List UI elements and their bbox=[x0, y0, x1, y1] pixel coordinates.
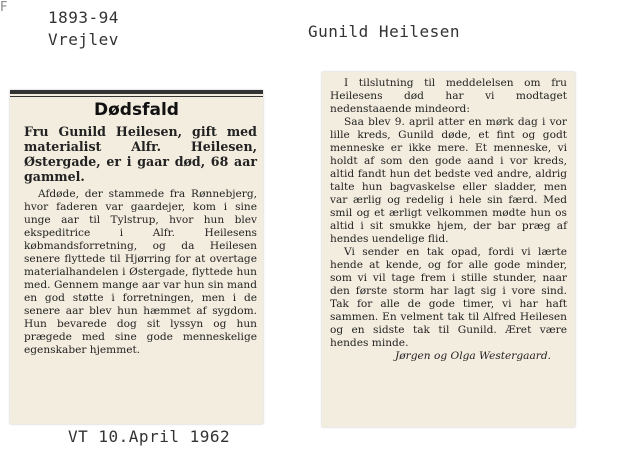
memorial-intro: I tilslutning til meddelelsen om fru Heilesens død har vi modtaget nedenstaaende mindeord: bbox=[330, 77, 567, 115]
memorial-paragraph-2: Vi sender en tak opad, fordi vi lærte hende at kende, og for alle gode minder, som vi vil tage frem i stille stunder, naar den første storm har lagt sig i vore sind. Tak for alle de gode timer, vi har haft sammen. En velment tak til Alfred Heilesen og en sidste tak til Gunild. Æret være hendes minde. bbox=[330, 246, 567, 349]
obituary-lead: Fru Gunild Heilesen, gift med materialist Alfr. Heilesen, Østergade, er i gaar død, 68 aar gammel. bbox=[24, 124, 257, 184]
memorial-paragraph-1: Saa blev 9. april atter en mørk dag i vor lille kreds, Gunild døde, et fint og godt menneske er ikke mere. Et menneske, vi holdt af som den gode aand i vor kreds, altid fandt hun det bedste ved andre, aldrig talte hun bagvaskelse eller sladder, men var ærlig og redelig i hele sin færd. Med smil og et ærligt velkommen mødte hun os altid i sit smukke hjem, der bar præg af hendes uendelige flid. bbox=[330, 116, 567, 245]
memorial-signature: Jørgen og Olga Westergaard. bbox=[395, 350, 551, 362]
clipping-title: Dødsfald bbox=[94, 100, 179, 120]
obituary-clipping bbox=[10, 90, 263, 424]
memorial-clipping bbox=[322, 72, 575, 427]
person-name-note: Gunild Heilesen bbox=[308, 22, 460, 41]
memorial-text bbox=[330, 77, 567, 363]
place-note: Vrejlev bbox=[48, 30, 119, 49]
year-note: 1893-94 bbox=[48, 8, 119, 27]
obituary-body: Afdøde, der stammede fra Rønnebjerg, hvor faderen var gaardejer, kom i sine unge aar til Tylstrup, hvor hun blev ekspeditrice i Alfr. Heilesens købmandsforretning, og da Heilesen senere flyttede til Hjørring for at overtage materialhandelen i Østergade, flyttede hun med. Gennem mange aar var hun sin mand en god støtte i forretningen, men i de senere aar blev hun hæmmet af sygdom. Hun bevarede dog sit lyssyn og hun prægede med sine gode menneskelige egenskaber hjemmet. bbox=[24, 188, 257, 356]
top-rule bbox=[10, 90, 263, 94]
top-rule-thin bbox=[10, 96, 263, 97]
handwritten-mark: F bbox=[0, 0, 8, 15]
source-date-note: VT 10.April 1962 bbox=[68, 427, 231, 446]
